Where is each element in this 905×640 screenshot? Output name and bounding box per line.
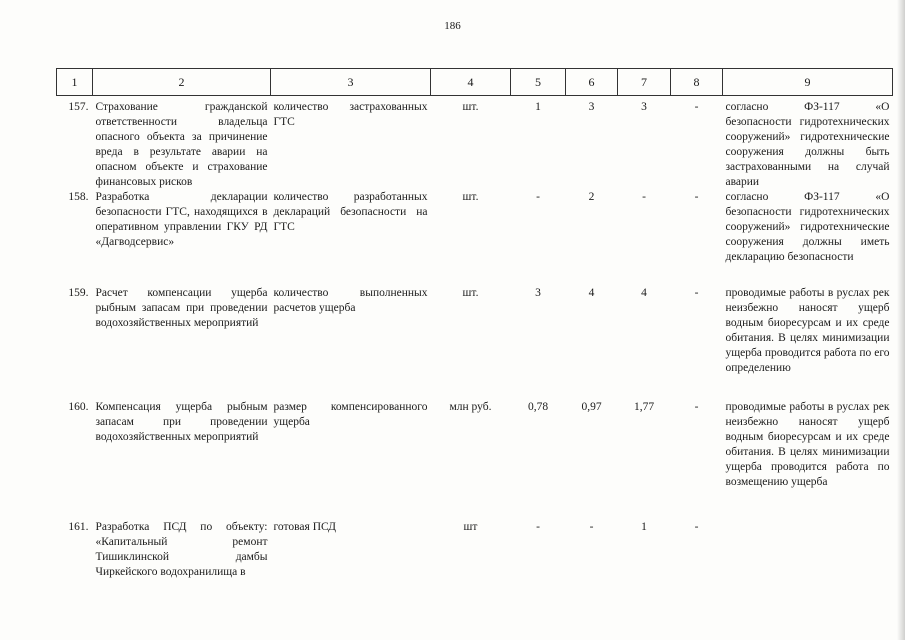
note: согласно ФЗ-117 «О безопасности гидротехнических сооружений» гидротехнические сооружения должны быть застрахованными на случай аварии bbox=[725, 101, 890, 188]
header-col-8: 8 bbox=[671, 69, 723, 96]
header-col-7: 7 bbox=[618, 69, 671, 96]
value-col-6: - bbox=[589, 521, 594, 533]
value-col-7: 1,77 bbox=[633, 401, 655, 413]
value-col-8: - bbox=[694, 101, 699, 113]
table-row bbox=[57, 286, 893, 400]
value-col-5: - bbox=[536, 191, 540, 203]
unit: млн руб. bbox=[449, 401, 492, 413]
header-col-2: 2 bbox=[93, 69, 271, 96]
value-col-6: 4 bbox=[588, 287, 595, 299]
header-col-4: 4 bbox=[431, 69, 511, 96]
value-col-5: 3 bbox=[535, 287, 541, 299]
indicator-name: количество разработанных деклараций безопасности на ГТС bbox=[273, 191, 428, 233]
measure-name: Разработка ПСД по объекту: «Капитальный ремонт Тишиклинской дамбы Чиркейского водохранилища в bbox=[95, 521, 268, 578]
value-col-6: 2 bbox=[588, 191, 595, 203]
value-col-7: 1 bbox=[641, 521, 647, 533]
header-col-5: 5 bbox=[511, 69, 566, 96]
measure-name: Компенсация ущерба рыбным запасам при проведении водохозяйственных мероприятий bbox=[95, 401, 268, 443]
unit: шт. bbox=[462, 191, 479, 203]
indicator-name: размер компенсированного ущерба bbox=[273, 401, 428, 428]
measure-name: Расчет компенсации ущерба рыбным запасам при проведении водохозяйственных мероприятий bbox=[95, 287, 268, 329]
measure-name: Разработка декларации безопасности ГТС, находящихся в оперативном управлении ГКУ РД «Дагводсервис» bbox=[95, 191, 268, 248]
header-col-1: 1 bbox=[57, 69, 93, 96]
value-col-6: 0,97 bbox=[581, 401, 602, 413]
note: проводимые работы в руслах рек неизбежно наносят ущерб водным биоресурсам и их среде обитания. В целях минимизации ущерба проводится работа по его определению bbox=[725, 287, 890, 374]
note: проводимые работы в руслах рек неизбежно наносят ущерб водным биоресурсам и их среде обитания. В целях минимизации ущерба проводится работа по возмещению ущерба bbox=[725, 401, 890, 488]
unit: шт. bbox=[462, 101, 479, 113]
unit: шт. bbox=[462, 287, 479, 299]
header-col-6: 6 bbox=[566, 69, 618, 96]
header-row bbox=[57, 69, 893, 96]
program-table bbox=[56, 68, 893, 590]
indicator-name: количество застрахованных ГТС bbox=[273, 101, 428, 128]
note bbox=[723, 520, 893, 590]
value-col-7: 4 bbox=[641, 287, 647, 299]
value-col-5: - bbox=[536, 521, 540, 533]
row-number: 157. bbox=[68, 101, 89, 113]
value-col-8: - bbox=[694, 521, 699, 533]
unit: шт bbox=[463, 521, 478, 533]
table-row bbox=[57, 400, 893, 520]
page-number: 186 bbox=[444, 20, 461, 32]
value-col-5: 0,78 bbox=[527, 401, 549, 413]
indicator-name: готовая ПСД bbox=[273, 521, 336, 533]
scan-edge-shadow bbox=[897, 0, 905, 640]
table-row bbox=[57, 520, 893, 590]
row-number: 158. bbox=[68, 191, 89, 203]
row-number: 159. bbox=[68, 287, 89, 299]
value-col-8: - bbox=[694, 287, 699, 299]
value-col-7: - bbox=[642, 191, 646, 203]
measure-name: Страхование гражданской ответственности владельца опасного объекта за причинение вреда в результате аварии на опасном объекте и страхование финансовых рисков bbox=[95, 101, 268, 188]
table-row bbox=[57, 96, 893, 191]
value-col-7: 3 bbox=[641, 101, 647, 113]
value-col-8: - bbox=[694, 191, 699, 203]
indicator-name: количество выполненных расчетов ущерба bbox=[273, 287, 428, 314]
row-number: 161. bbox=[68, 521, 89, 533]
row-number: 160. bbox=[68, 401, 89, 413]
value-col-5: 1 bbox=[535, 101, 541, 113]
note: согласно ФЗ-117 «О безопасности гидротехнических сооружений» гидротехнические сооружения должны иметь декларацию безопасности bbox=[725, 191, 890, 263]
header-col-9: 9 bbox=[723, 69, 893, 96]
value-col-8: - bbox=[694, 401, 699, 413]
value-col-6: 3 bbox=[588, 101, 595, 113]
header-col-3: 3 bbox=[271, 69, 431, 96]
table-row bbox=[57, 190, 893, 286]
